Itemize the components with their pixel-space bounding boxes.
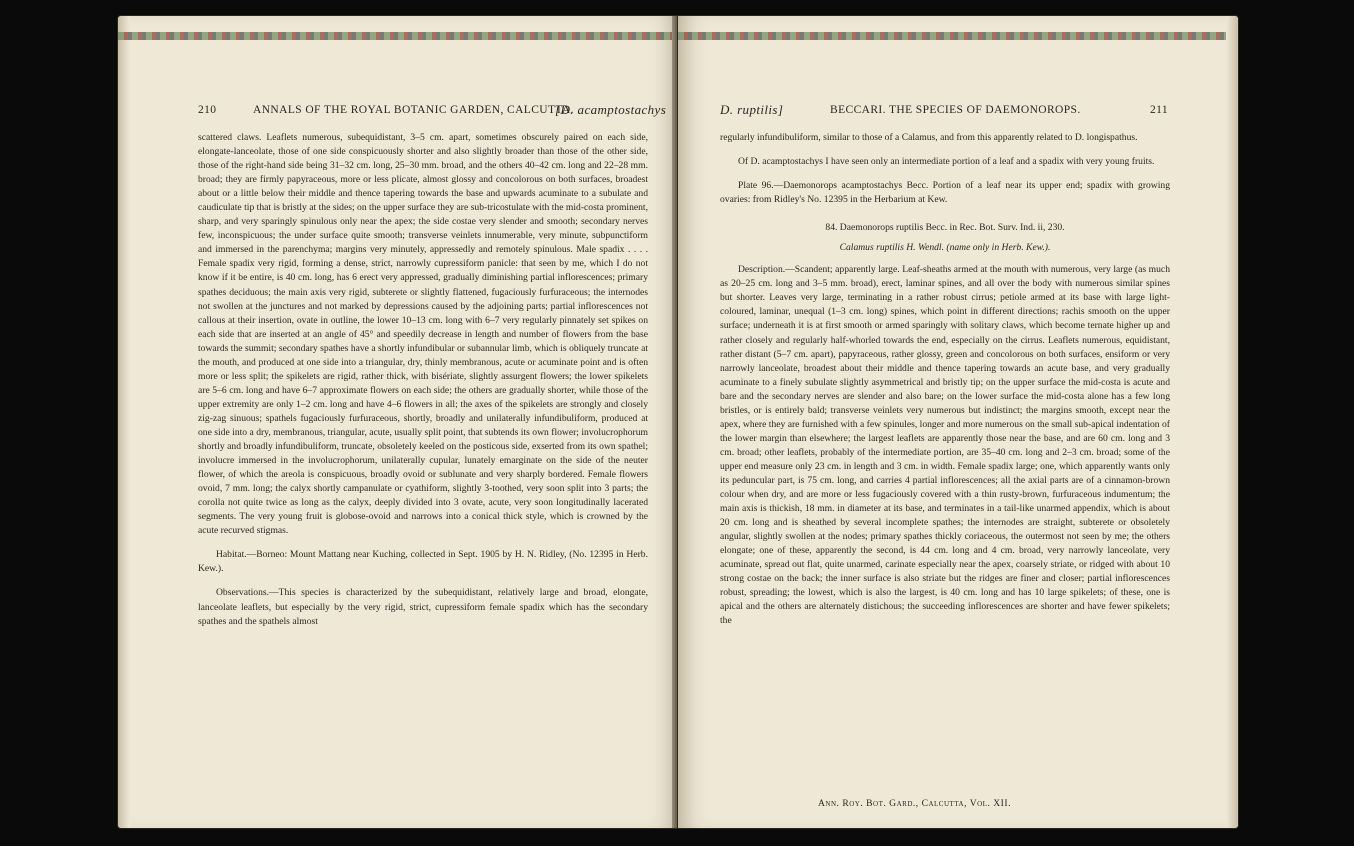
paragraph: Of D. acamptostachys I have seen only an intermediate portion of a leaf and a spadix with very young fruits. [738, 156, 1155, 168]
running-species: [D. acamptostachys [555, 102, 667, 117]
page-number: 211 [1150, 104, 1169, 116]
paragraph: Habitat.—Borneo: Mount Mattang near Kuching, collected in Sept. 1905 by H. N. Ridley, (No. 12395 in Herb. Kew.). [198, 549, 648, 575]
left-page [118, 16, 678, 828]
running-title: ANNALS OF THE ROYAL BOTANIC GARDEN, CALCUTTA. [253, 104, 574, 116]
paragraph: Observations.—This species is characterized by the subequidistant, relatively large and broad, elongate, lanceolate leaflets, but especially by the very rigid, strict, cupressiform female spadix which has the secondary spathes and the spathels almost [198, 587, 648, 627]
page-edge-band [678, 32, 1238, 40]
running-title: BECCARI. THE SPECIES OF DAEMONOROPS. [830, 104, 1081, 116]
right-body [720, 131, 1170, 629]
paragraph: regularly infundibuliform, similar to those of a Calamus, and from this apparently related to D. longispathus. [720, 132, 1138, 143]
left-body [198, 131, 648, 629]
right-page [678, 16, 1238, 828]
page-footer: Ann. Roy. Bot. Gard., Calcutta, Vol. XII. [818, 798, 1011, 809]
species-synonym: Calamus ruptilis H. Wendl. (name only in Herb. Kew.). [839, 242, 1051, 254]
paragraph: Plate 96.—Daemonorops acamptostachys Becc. Portion of a leaf near its upper end; spadix with growing ovaries: from Ridley's No. 12395 in the Herbarium at Kew. [720, 180, 1170, 206]
page-edge-band [118, 32, 678, 40]
running-species: D. ruptilis] [720, 102, 784, 117]
species-heading: 84. Daemonorops ruptilis Becc. in Rec. Bot. Surv. Ind. ii, 230. [825, 222, 1065, 234]
page-number: 210 [198, 104, 217, 116]
paragraph: scattered claws. Leaflets numerous, subequidistant, 3–5 cm. apart, sometimes obscurely paired on each side, elongate-lanceolate, those of one side conspicuously shorter and also slightly broader than those of the other side, those of the right-hand side being 31–32 cm. long, 25–30 mm. broad, and the others 40–42 cm. long and 22–28 mm. broad; they are firmly papyraceous, more or less plicate, almost glossy and concolorous on both surfaces, broadest about or a little below their middle and thence tapering towards the base and upwards acuminate to a subulate and caudiculate tip that is bristly at the sides; on the upper surface they are sub-tricostulate with the mid-costa prominent, sharp, and very sparingly spinulous only near the apex; the side costae very slender and smooth; secondary nerves few, inconspicuous; the under surface quite smooth; transverse veinlets innumerable, very minute, subpunctiform and immersed in the parenchyma; margins very minutely, appressedly and remotely spinulous. Male spadix . . . . Female spadix very rigid, forming a dense, strict, narrowly cupressiform panicle: that seen by me, which I do not know if it be entire, is 40 cm. long, has 6 erect very appressed, gradually diminishing partial inflorescences; primary spathes deciduous; the main axis very rigid, subterete or slightly flattened, fugaciously furfuraceous; the internodes not swollen at the junctures and not marked by depressions caused by the adjoining parts; partial inflorescences not callous at their insertion, ovate in outline, the lower 10–13 cm. long with 6–7 very regularly pinnately set spikes on each side that are inserted at an angle of 45° and speedily decrease in length and number of flowers from the base towards the summit; secondary spathes have a shortly infundibular or subannular limb, which is obliquely truncate at the mouth, and produced at one side into a triangular, dry, thinly membranous, acute or acuminate point and is often more or less split; the spikelets are rigid, rather thick, with bisériate, slightly assurgent flowers; the lower spikelets are 5–6 cm. long and have 6–7 approximate flowers on each side; the others are gradually shorter, while those of the upper extremity are only 1–2 cm. long and have 4–6 flowers in all; the axes of the spikelets are strongly and closely zig-zag sinuous; spathels fugaciously furfuraceous, shortly, broadly and unilaterally infundibuliform, produced at one side into a dry, membranous, triangular, acute, usually split point, that subtends its own flower; involucrophorum shortly and broadly infundibuliform, truncate, obsoletely keeled on the posticous side, exserted from its own spathel; involucre immersed in the involucrophorum, unilaterally cupular, lunately emarginate on the side of the neuter flower, of which the areola is conspicuous, broadly ovoid or sublunate and very sharply bordered. Female flowers ovoid, 7 mm. long; the calyx shortly campanulate or cyathiform, slightly 3-toothed, very soon split into 3 parts; the corolla not quite twice as long as the calyx, deeply divided into 3 ovate, acute, very soon longitudinally lacerated segments. The very young fruit is globose-ovoid and narrows into a conical thick style, which is crowned by the acute recurved stigmas. [198, 132, 648, 537]
species-description: Description.—Scandent; apparently large. Leaf-sheaths armed at the mouth with numerous, very large (as much as 20–25 cm. long and 3–5 mm. broad), erect, laminar spines, and all over the body with numerous similar spines but shorter. Leaves very large, terminating in a rather robust cirrus; petiole armed at its base with large light-coloured, laminar, unequal (1–3 cm. long) spines, which point in different directions; rachis smooth on the upper surface; underneath it is at first smooth or armed sparingly with solitary claws, which become ternate higher up and rather closely and regularly half-whorled towards the end, especially on the cirrus. Leaflets numerous, equidistant, rather distant (5–7 cm. apart), papyraceous, rather glossy, green and concolorous on both surfaces, ensiform or very narrowly lanceolate, broadest about their middle and thence tapering towards an acute base, and very gradually acuminate to a finely subulate slightly asymmetrical and bristly tip; on the upper surface the mid-costa is acute and bare and the secondary nerves are slender and also bare; on the lower surface the mid-costa alone has a few long bristles, or is entirely bald; transverse veinlets very numerous but indistinct; the margins smooth, except near the apex, where they are furnished with a few spinules, longer and more numerous on the small sub-apical indentation of the lower margin than elsewhere; the largest leaflets are apparently those near the base, and are 60 cm. long and 3 cm. broad; other leaflets, probably of the intermediate portion, are 35–40 cm. long and 2–3 cm. broad; some of the upper end measure only 23 cm. in length and 3 cm. in width. Female spadix large; one, which apparently wants only its peduncular part, is 75 cm. long, and carries 4 partial inflorescences; all the axial parts are of a cinnamon-brown colour when dry, and are more or less fugaciously covered with a thin rusty-brown, furfuraceous indumentum; the main axis is thickish, 18 mm. in diameter at its base, and terminates in a tail-like unarmed appendix, which is about 20 cm. long and is sheathed by several incomplete spathes; the internodes are straight, subterete or obsoletely angular, slightly swollen at the nodes; primary spathes thickly coriaceous, the outermost not seen by me; the others elongate; one of these, apparently the second, is 44 cm. long and 4 cm. broad, very narrowly lanceolate, very acuminate, spread out flat, quite unarmed, carinate especially near the apex, coarsely striate, or ridged with about 10 strong costae on the back; the inner surface is also striate but the ridges are finer and closer; partial inflorescences robust, spreading; the lowest, which is also the largest, is 40 cm. long and has 10 large spikelets; of these, one is apical and the others are alternately distichous; the succeeding inflorescences are shorter and have fewer spikelets; the [720, 264, 1170, 627]
